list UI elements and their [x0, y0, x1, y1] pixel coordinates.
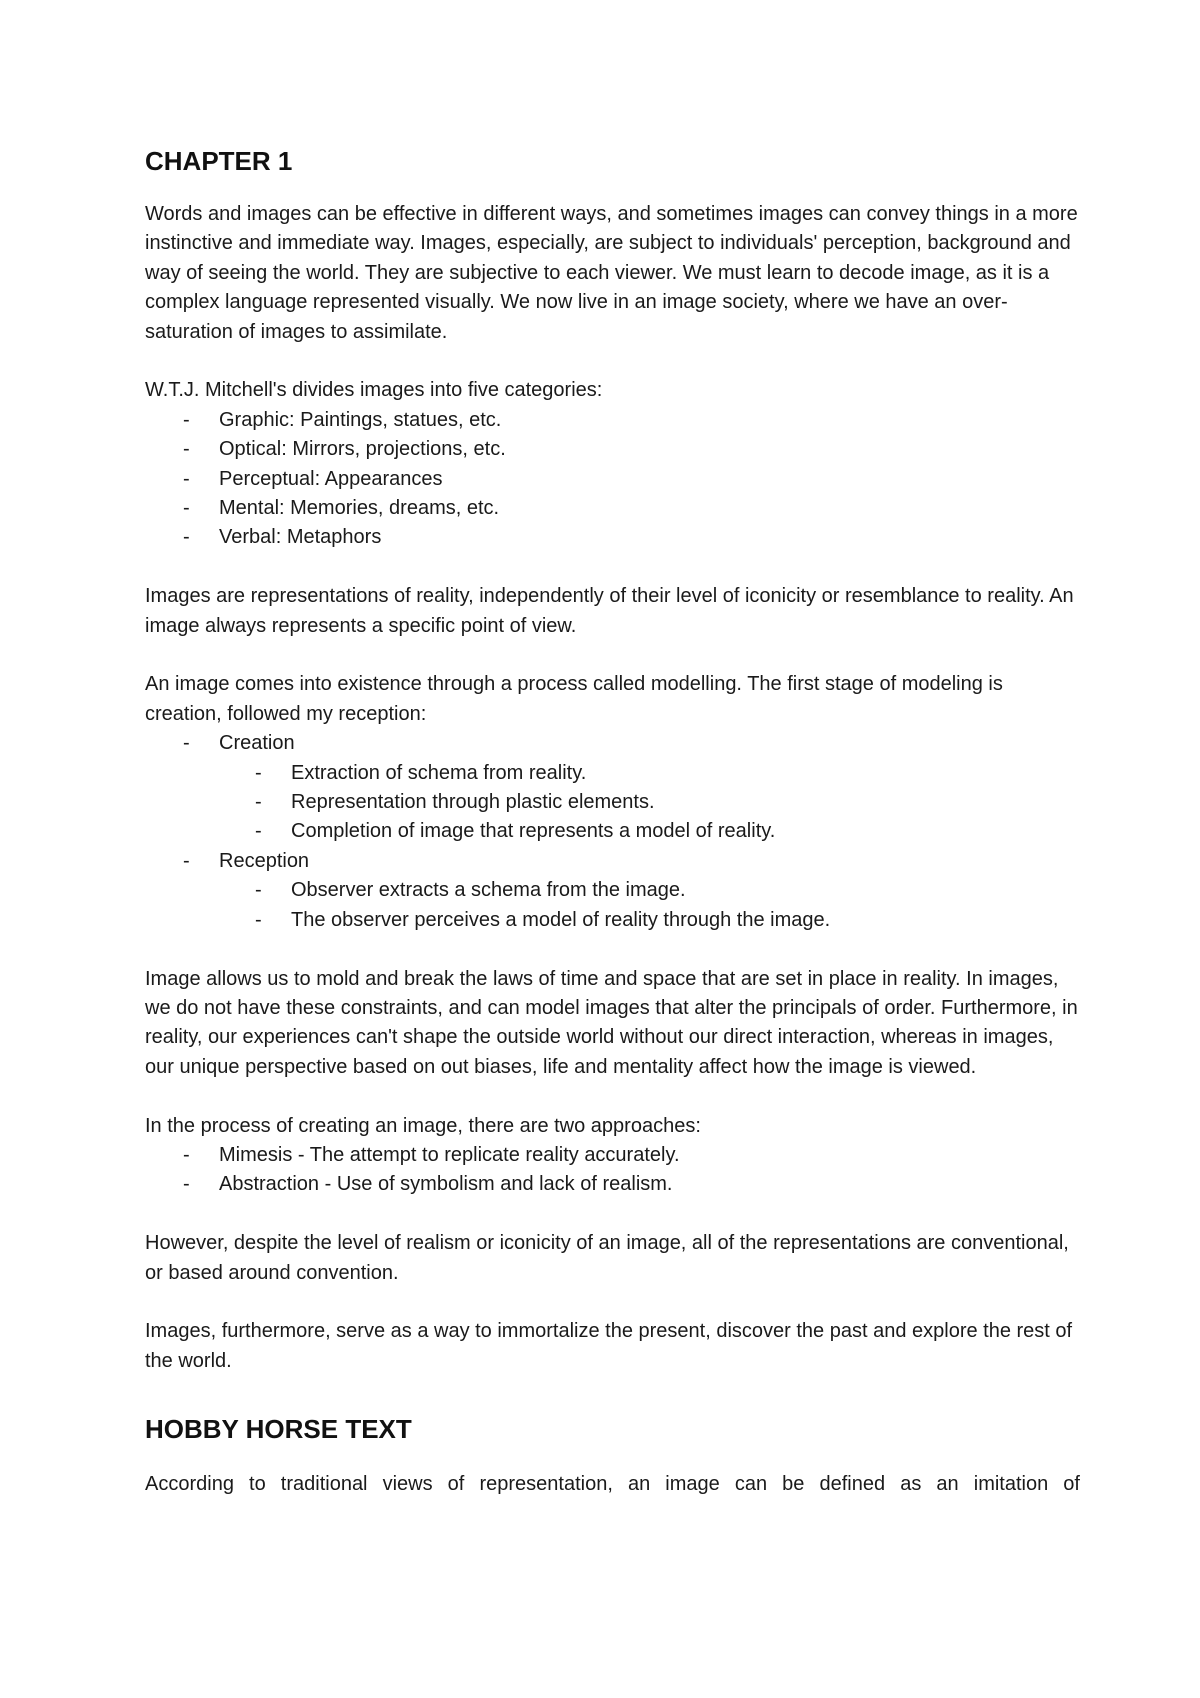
dash-bullet: - [255, 791, 262, 814]
dash-bullet: - [255, 761, 262, 784]
immortalize-paragraph: Images, furthermore, serve as a way to immortalize the present, discover the past and explore the rest of the world. [145, 1320, 1073, 1372]
dash-bullet: - [183, 1143, 190, 1166]
list-item: - Mental: Memories, dreams, etc. [145, 494, 1080, 523]
list-item: - Graphic: Paintings, statues, etc. [145, 406, 1080, 435]
intro-paragraph: Words and images can be effective in different ways, and sometimes images can convey things in a more instinctive and immediate way. Images, especially, are subject to individuals' perception, background and way of seeing the world. They are subjective to each viewer. We must learn to decode image, as it is a complex language represented visually. We now live in an image society, where we have an over-saturation of images to assimilate. [145, 203, 1078, 343]
dash-bullet: - [183, 497, 190, 520]
laws-paragraph: Image allows us to mold and break the laws of time and space that are set in place in reality. In images, we do not have these constraints, and can model images that alter the principals of order. Furthermore, in reality, our experiences can't shape the outside world without our direct interaction, whereas in images, our unique perspective based on out biases, life and mentality affect how the image is viewed. [145, 967, 1078, 1078]
list-item: - Representation through plastic elements. [145, 788, 1080, 817]
list-item: - Extraction of schema from reality. [145, 759, 1080, 788]
reception-sublist [145, 876, 1080, 935]
list-item: - Mimesis - The attempt to replicate reality accurately. [145, 1141, 1080, 1170]
reception-sublist-wrap [145, 876, 1080, 935]
list-item: - The observer perceives a model of reality through the image. [145, 906, 1080, 935]
mitchell-lead: W.T.J. Mitchell's divides images into five categories: [145, 379, 603, 402]
dash-bullet: - [183, 732, 190, 755]
dash-bullet: - [183, 438, 190, 461]
list-item: - Optical: Mirrors, projections, etc. [145, 435, 1080, 464]
representations-paragraph: Images are representations of reality, independently of their level of iconicity or resemblance to reality. An image always represents a specific point of view. [145, 585, 1074, 637]
dash-bullet: - [183, 408, 190, 431]
dash-bullet: - [183, 849, 190, 872]
creation-sublist-wrap [145, 759, 1080, 847]
list-item: - Verbal: Metaphors [145, 523, 1080, 552]
list-item-creation: - Creation [145, 729, 1080, 758]
approaches-lead: In the process of creating an image, there are two approaches: [145, 1114, 701, 1137]
list-item-reception: - Reception [145, 847, 1080, 876]
list-item: - Completion of image that represents a model of reality. [145, 817, 1080, 846]
dash-bullet: - [183, 526, 190, 549]
list-item: - Abstraction - Use of symbolism and lack of realism. [145, 1170, 1080, 1199]
dash-bullet: - [255, 820, 262, 843]
hobby-horse-paragraph: According to traditional views of representation, an image can be defined as an imitation of [145, 1473, 1080, 1496]
chapter-heading: CHAPTER 1 [145, 146, 293, 176]
modelling-lead: An image comes into existence through a process called modelling. The first stage of modeling is creation, followed my reception: [145, 673, 1003, 725]
dash-bullet: - [255, 879, 262, 902]
conventional-paragraph: However, despite the level of realism or iconicity of an image, all of the representations are conventional, or based around convention. [145, 1232, 1069, 1284]
list-item: - Perceptual: Appearances [145, 465, 1080, 494]
modelling-list [145, 729, 1080, 935]
list-item: - Observer extracts a schema from the image. [145, 876, 1080, 905]
hobby-horse-heading: HOBBY HORSE TEXT [145, 1414, 412, 1445]
dash-bullet: - [183, 467, 190, 490]
dash-bullet: - [255, 908, 262, 931]
approaches-list [145, 1141, 1080, 1200]
creation-sublist [145, 759, 1080, 847]
mitchell-categories-list [145, 406, 1080, 553]
dash-bullet: - [183, 1173, 190, 1196]
